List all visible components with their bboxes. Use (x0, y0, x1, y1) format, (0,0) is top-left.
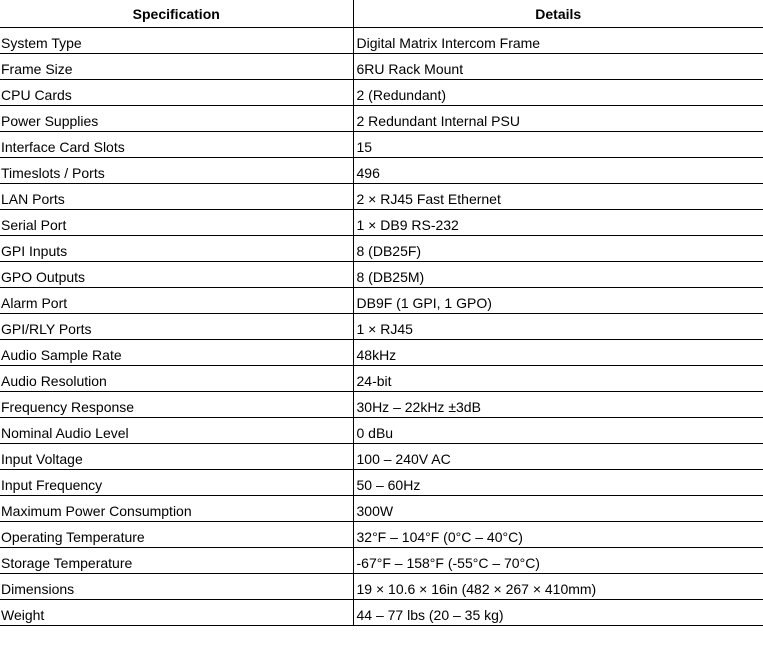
spec-detail-cell: Digital Matrix Intercom Frame (353, 27, 763, 53)
spec-name-cell: Audio Resolution (0, 365, 353, 391)
spec-detail-cell: 100 – 240V AC (353, 443, 763, 469)
table-row (0, 183, 763, 209)
table-row (0, 27, 763, 53)
spec-name-cell: Weight (0, 599, 353, 625)
table-body (0, 27, 763, 625)
spec-name-cell: LAN Ports (0, 183, 353, 209)
table-row (0, 417, 763, 443)
spec-name-cell: Frame Size (0, 53, 353, 79)
table-row (0, 105, 763, 131)
spec-name-cell: CPU Cards (0, 79, 353, 105)
table-row (0, 443, 763, 469)
header-specification: Specification (0, 0, 353, 27)
table-row (0, 261, 763, 287)
spec-detail-cell: 15 (353, 131, 763, 157)
spec-detail-cell: 44 – 77 lbs (20 – 35 kg) (353, 599, 763, 625)
spec-name-cell: GPI Inputs (0, 235, 353, 261)
spec-detail-cell: 2 Redundant Internal PSU (353, 105, 763, 131)
table-row (0, 157, 763, 183)
table-row (0, 495, 763, 521)
table-row (0, 339, 763, 365)
table-row (0, 131, 763, 157)
spec-name-cell: Dimensions (0, 573, 353, 599)
table-row (0, 469, 763, 495)
spec-name-cell: GPO Outputs (0, 261, 353, 287)
spec-detail-cell: 1 × DB9 RS-232 (353, 209, 763, 235)
spec-name-cell: Operating Temperature (0, 521, 353, 547)
table-row (0, 313, 763, 339)
spec-detail-cell: 48kHz (353, 339, 763, 365)
spec-name-cell: Storage Temperature (0, 547, 353, 573)
spec-name-cell: Input Frequency (0, 469, 353, 495)
spec-name-cell: Maximum Power Consumption (0, 495, 353, 521)
spec-detail-cell: 300W (353, 495, 763, 521)
spec-name-cell: Power Supplies (0, 105, 353, 131)
spec-detail-cell: 19 × 10.6 × 16in (482 × 267 × 410mm) (353, 573, 763, 599)
spec-name-cell: Interface Card Slots (0, 131, 353, 157)
table-row (0, 79, 763, 105)
table-row (0, 521, 763, 547)
table-row (0, 391, 763, 417)
table-row (0, 547, 763, 573)
table-row (0, 573, 763, 599)
spec-name-cell: Audio Sample Rate (0, 339, 353, 365)
header-details: Details (353, 0, 763, 27)
spec-detail-cell: 2 × RJ45 Fast Ethernet (353, 183, 763, 209)
spec-name-cell: Nominal Audio Level (0, 417, 353, 443)
table-row (0, 235, 763, 261)
spec-name-cell: Input Voltage (0, 443, 353, 469)
table-row (0, 365, 763, 391)
spec-name-cell: Alarm Port (0, 287, 353, 313)
spec-detail-cell: 1 × RJ45 (353, 313, 763, 339)
spec-detail-cell: 6RU Rack Mount (353, 53, 763, 79)
table-row (0, 287, 763, 313)
spec-detail-cell: -67°F – 158°F (-55°C – 70°C) (353, 547, 763, 573)
spec-name-cell: Timeslots / Ports (0, 157, 353, 183)
spec-detail-cell: 32°F – 104°F (0°C – 40°C) (353, 521, 763, 547)
spec-name-cell: System Type (0, 27, 353, 53)
table-row (0, 209, 763, 235)
spec-name-cell: Serial Port (0, 209, 353, 235)
table-header-row (0, 0, 763, 27)
spec-name-cell: Frequency Response (0, 391, 353, 417)
spec-detail-cell: 50 – 60Hz (353, 469, 763, 495)
spec-detail-cell: 8 (DB25F) (353, 235, 763, 261)
table-row (0, 53, 763, 79)
spec-detail-cell: DB9F (1 GPI, 1 GPO) (353, 287, 763, 313)
spec-detail-cell: 0 dBu (353, 417, 763, 443)
spec-detail-cell: 24-bit (353, 365, 763, 391)
spec-detail-cell: 2 (Redundant) (353, 79, 763, 105)
spec-name-cell: GPI/RLY Ports (0, 313, 353, 339)
spec-detail-cell: 496 (353, 157, 763, 183)
spec-detail-cell: 30Hz – 22kHz ±3dB (353, 391, 763, 417)
spec-detail-cell: 8 (DB25M) (353, 261, 763, 287)
table-row (0, 599, 763, 625)
